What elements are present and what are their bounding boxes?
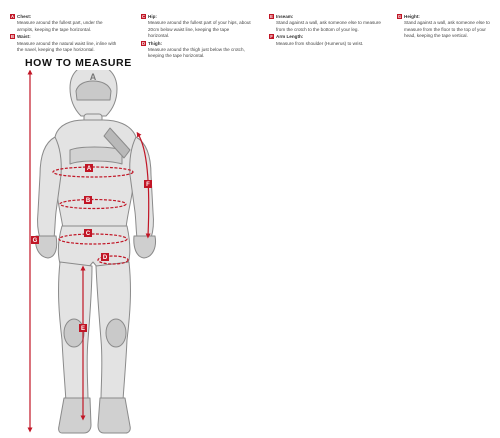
chest-title: Chest:	[17, 14, 32, 19]
inseam-title: Inseam:	[276, 14, 294, 19]
arm-length-badge: F	[270, 34, 273, 40]
arm-length-description: Measure from shoulder (Humerus) to wrist.	[276, 40, 364, 46]
measurement-column-4	[397, 14, 497, 41]
arm-length-title: Arm Length:	[276, 34, 304, 40]
waist-title: Waist:	[17, 34, 31, 40]
hip-title: Hip:	[148, 14, 157, 19]
left-arm	[38, 137, 62, 238]
measurement-column-3	[269, 14, 389, 48]
height-title: Height:	[404, 14, 420, 19]
inseam-description: Stand against a wall, ask someone else to measure from the crotch to the bottom of your leg.	[276, 20, 381, 32]
height-description: Stand against a wall, ask someone else to measure from the floor to the top of your head, keeping the tape vertical.	[404, 20, 490, 39]
helmet-logo: A	[89, 72, 97, 82]
helmet-visor	[76, 81, 111, 100]
chest-badge: A	[10, 14, 15, 19]
page-title: HOW TO MEASURE	[25, 57, 132, 69]
marker-g: G	[32, 238, 38, 244]
waist-description: Measure around the natural waist line, inline with the navel, keeping the tape horizontal.	[17, 40, 117, 53]
rider-figure	[0, 70, 500, 438]
right-boot	[98, 398, 130, 433]
left-knee-slider	[64, 319, 84, 347]
pelvis	[58, 226, 130, 268]
hip-badge: C	[141, 14, 146, 19]
marker-d: D	[102, 255, 108, 261]
marker-b: B	[85, 198, 91, 204]
rider-silhouette-icon	[36, 70, 156, 433]
torso	[55, 120, 136, 228]
left-boot	[59, 398, 91, 433]
inseam-badge: E	[270, 14, 273, 19]
thigh-description: Measure around the thigh just below the crotch, keeping the tape horizontal.	[148, 47, 245, 59]
thigh-title: Thigh:	[148, 40, 163, 46]
marker-c: C	[85, 231, 91, 237]
marker-a: A	[86, 166, 92, 172]
thigh-badge: D	[141, 40, 146, 46]
hip-description: Measure around the fullest part of your hips, about 20cm below waist line, keeping the tape horizontal.	[148, 20, 251, 39]
measurement-column-1	[10, 14, 118, 54]
right-knee-slider	[106, 319, 126, 347]
marker-e: E	[80, 326, 86, 332]
measurement-column-2	[141, 14, 251, 61]
chest-panel	[70, 147, 122, 164]
right-glove	[134, 236, 156, 258]
waist-badge: B	[10, 34, 15, 40]
height-badge: G	[397, 14, 402, 19]
marker-f: F	[146, 182, 150, 188]
chest-description: Measure around the fullest part, under the armpits, keeping the tape horizontal.	[17, 20, 103, 32]
